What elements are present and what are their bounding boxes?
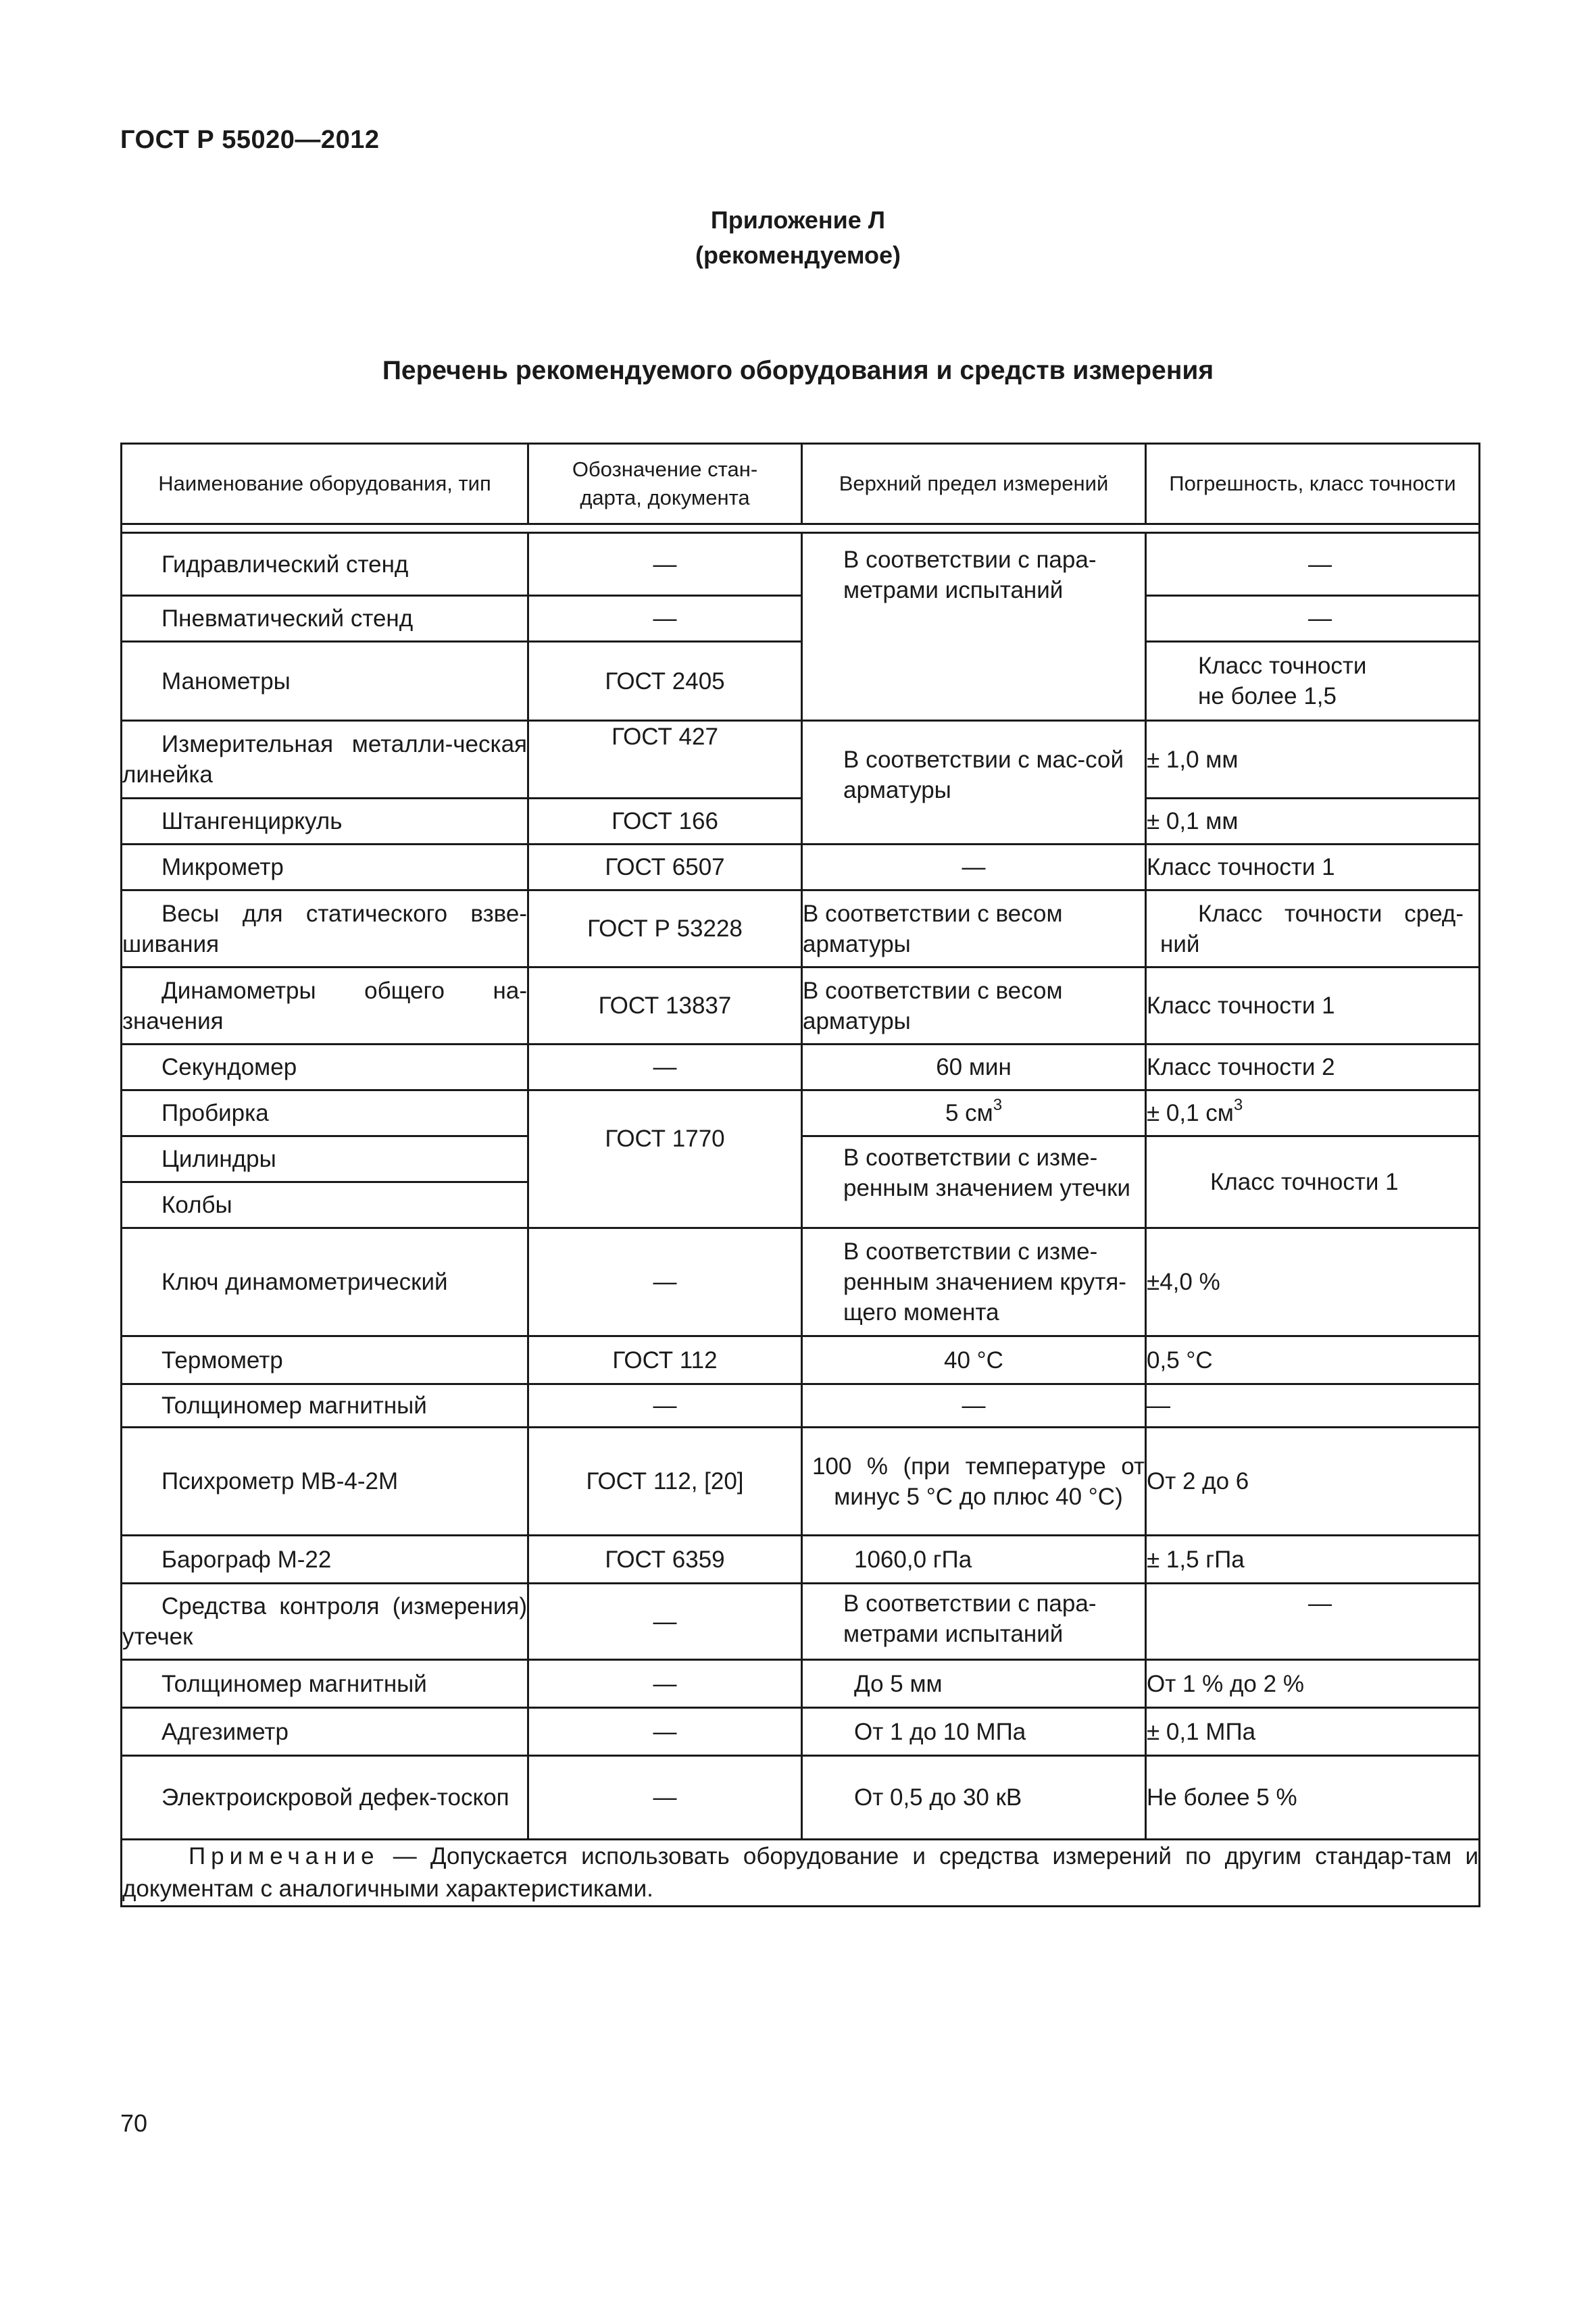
cell-accuracy: — xyxy=(1146,1584,1480,1660)
cell-name: Толщиномер магнитный xyxy=(122,1384,528,1428)
cell-name: Психрометр МВ-4-2М xyxy=(122,1428,528,1536)
cell-limit: — xyxy=(802,1384,1146,1428)
cell-standard: ГОСТ 427 xyxy=(528,721,802,799)
cell-standard: — xyxy=(528,1584,802,1660)
cell-name: Термометр xyxy=(122,1336,528,1384)
cell-name: Колбы xyxy=(122,1182,528,1228)
cell-accuracy: От 2 до 6 xyxy=(1146,1428,1480,1536)
cell-standard: ГОСТ 2405 xyxy=(528,642,802,721)
cell-standard: — xyxy=(528,533,802,596)
table-row xyxy=(122,1336,1480,1384)
cell-limit: В соответствии с весом арматуры xyxy=(802,967,1146,1045)
column-header-name: Наименование оборудования, тип xyxy=(122,444,528,524)
column-header-accuracy: Погрешность, класс точности xyxy=(1146,444,1480,524)
page-number: 70 xyxy=(120,2109,148,2137)
cell-name: Толщиномер магнитный xyxy=(122,1660,528,1708)
cell-limit: В соответствии с мас-сой арматуры xyxy=(802,721,1146,845)
cell-accuracy: Класс точности сред-ний xyxy=(1146,890,1480,967)
cell-limit: От 0,5 до 30 кВ xyxy=(802,1756,1146,1840)
cell-accuracy: Не более 5 % xyxy=(1146,1756,1480,1840)
note-text: — Допускается использовать оборудование и средства измерений по другим стандар-там и документам с аналогичными характеристиками. xyxy=(122,1843,1478,1902)
table-header-row xyxy=(122,444,1480,524)
cell-standard: — xyxy=(528,1708,802,1756)
table-row xyxy=(122,799,1480,845)
table-row xyxy=(122,967,1480,1045)
cell-name: Гидравлический стенд xyxy=(122,533,528,596)
header-spacer xyxy=(122,524,1480,533)
cell-limit: 5 $см^3$ xyxy=(802,1090,1146,1136)
table-row xyxy=(122,1584,1480,1660)
cell-limit: — xyxy=(802,845,1146,890)
equipment-table xyxy=(120,443,1480,1907)
cell-limit: 60 мин xyxy=(802,1045,1146,1090)
table-row xyxy=(122,890,1480,967)
cell-name: Секундомер xyxy=(122,1045,528,1090)
cell-limit: 100 % (при температуре от минус 5 °C до плюс 40 °C) xyxy=(802,1428,1146,1536)
cell-accuracy: Класс точности 1 xyxy=(1146,845,1480,890)
annex-title: Приложение Л xyxy=(710,206,886,234)
cell-standard: ГОСТ 1770 xyxy=(528,1090,802,1228)
table-row xyxy=(122,1660,1480,1708)
cell-standard: ГОСТ 112 xyxy=(528,1336,802,1384)
table-row xyxy=(122,1536,1480,1584)
note-label: Примечание xyxy=(189,1843,380,1869)
annex-heading xyxy=(0,203,1596,273)
cell-name: Средства контроля (измерения) утечек xyxy=(122,1584,528,1660)
cell-standard: ГОСТ 112, [20] xyxy=(528,1428,802,1536)
cell-standard: — xyxy=(528,1228,802,1336)
cell-accuracy: ±4,0 % xyxy=(1146,1228,1480,1336)
cell-accuracy: Класс точности не более 1,5 xyxy=(1146,642,1480,721)
cell-accuracy: ± 1,5 гПа xyxy=(1146,1536,1480,1584)
table-row xyxy=(122,1045,1480,1090)
cell-name: Микрометр xyxy=(122,845,528,890)
cell-standard: — xyxy=(528,1756,802,1840)
cell-name: Пробирка xyxy=(122,1090,528,1136)
cell-standard: ГОСТ Р 53228 xyxy=(528,890,802,967)
cell-name: Штангенциркуль xyxy=(122,799,528,845)
cell-accuracy: От 1 % до 2 % xyxy=(1146,1660,1480,1708)
cell-name: Цилиндры xyxy=(122,1136,528,1182)
cell-accuracy: ± 1,0 мм xyxy=(1146,721,1480,799)
cell-accuracy: ± 0,1 МПа xyxy=(1146,1708,1480,1756)
column-header-limit: Верхний предел измерений xyxy=(802,444,1146,524)
cell-limit: В соответствии с пара-метрами испытаний xyxy=(802,533,1146,721)
table-row xyxy=(122,1384,1480,1428)
cell-name: Измерительная металли-ческая линейка xyxy=(122,721,528,799)
page-title: Перечень рекомендуемого оборудования и средств измерения xyxy=(382,356,1214,385)
cell-accuracy: Класс точности 2 xyxy=(1146,1045,1480,1090)
table-row xyxy=(122,1090,1480,1136)
cell-standard: — xyxy=(528,1384,802,1428)
cell-standard: ГОСТ 6359 xyxy=(528,1536,802,1584)
cell-accuracy: — xyxy=(1146,533,1480,596)
cell-standard: — xyxy=(528,1045,802,1090)
cell-standard: ГОСТ 166 xyxy=(528,799,802,845)
cell-accuracy: ± 0,1 мм xyxy=(1146,799,1480,845)
cell-limit: В соответствии с изме-ренным значением крутя-щего момента xyxy=(802,1228,1146,1336)
table-row xyxy=(122,1428,1480,1536)
cell-accuracy: 0,5 °C xyxy=(1146,1336,1480,1384)
annex-status: (рекомендуемое) xyxy=(695,241,901,269)
cell-name: Динамометры общего на-значения xyxy=(122,967,528,1045)
cell-name: Адгезиметр xyxy=(122,1708,528,1756)
cell-name: Барограф М-22 xyxy=(122,1536,528,1584)
cell-accuracy: — xyxy=(1146,596,1480,642)
cell-standard: ГОСТ 6507 xyxy=(528,845,802,890)
cell-limit: В соответствии с изме-ренным значением утечки xyxy=(802,1136,1146,1228)
table-row xyxy=(122,1756,1480,1840)
cell-accuracy: — xyxy=(1146,1384,1480,1428)
cell-limit: 1060,0 гПа xyxy=(802,1536,1146,1584)
cell-name: Манометры xyxy=(122,642,528,721)
table-row xyxy=(122,596,1480,642)
cell-limit: В соответствии с весом арматуры xyxy=(802,890,1146,967)
cell-name: Электроискровой дефек-тоскоп xyxy=(122,1756,528,1840)
cell-accuracy: Класс точности 1 xyxy=(1146,1136,1480,1228)
cell-limit: До 5 мм xyxy=(802,1660,1146,1708)
table-note-row xyxy=(122,1840,1480,1907)
table-row xyxy=(122,1228,1480,1336)
table-row xyxy=(122,533,1480,596)
table-row xyxy=(122,1708,1480,1756)
cell-limit: 40 °C xyxy=(802,1336,1146,1384)
table-note xyxy=(122,1840,1480,1907)
cell-name: Весы для статического взве-шивания xyxy=(122,890,528,967)
cell-limit: В соответствии с пара-метрами испытаний xyxy=(802,1584,1146,1660)
cell-accuracy: Класс точности 1 xyxy=(1146,967,1480,1045)
cell-limit: От 1 до 10 МПа xyxy=(802,1708,1146,1756)
table-row xyxy=(122,721,1480,799)
column-header-standard: Обозначение стан-дарта, документа xyxy=(528,444,802,524)
table-row xyxy=(122,845,1480,890)
cell-standard: — xyxy=(528,596,802,642)
table-row xyxy=(122,642,1480,721)
cell-name: Ключ динамометрический xyxy=(122,1228,528,1336)
document-code: ГОСТ Р 55020—2012 xyxy=(120,126,380,154)
cell-name: Пневматический стенд xyxy=(122,596,528,642)
cell-standard: — xyxy=(528,1660,802,1708)
cell-accuracy: ± 0,1 $см^3$ xyxy=(1146,1090,1480,1136)
cell-standard: ГОСТ 13837 xyxy=(528,967,802,1045)
